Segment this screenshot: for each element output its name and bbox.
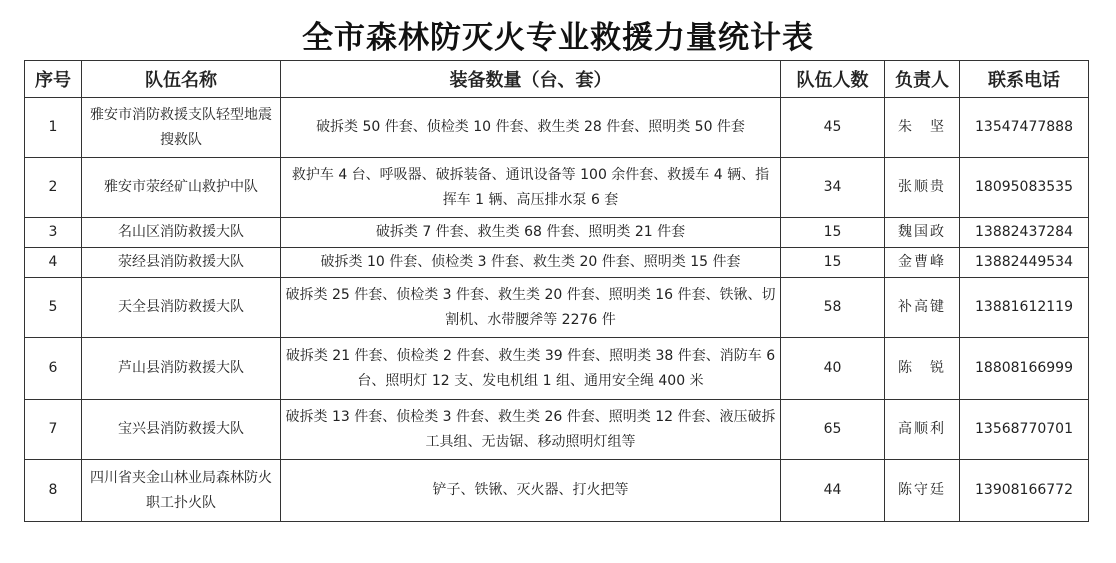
cell-seq: 6 bbox=[25, 338, 82, 400]
header-leader: 负责人 bbox=[885, 61, 960, 98]
cell-team-size: 40 bbox=[781, 338, 885, 400]
cell-phone: 13908166772 bbox=[960, 460, 1089, 522]
table-header-row bbox=[25, 61, 1089, 98]
cell-phone: 13547477888 bbox=[960, 98, 1089, 158]
cell-leader: 陈 锐 bbox=[885, 338, 960, 400]
cell-leader: 魏国政 bbox=[885, 218, 960, 248]
cell-team-size: 15 bbox=[781, 248, 885, 278]
table-row bbox=[25, 278, 1089, 338]
cell-seq: 7 bbox=[25, 400, 82, 460]
table-row bbox=[25, 218, 1089, 248]
cell-phone: 18808166999 bbox=[960, 338, 1089, 400]
cell-seq: 5 bbox=[25, 278, 82, 338]
cell-equipment: 破拆类 21 件套、侦检类 2 件套、救生类 39 件套、照明类 38 件套、消防车 6 台、照明灯 12 支、发电机组 1 组、通用安全绳 400 米 bbox=[281, 338, 781, 400]
header-team-name: 队伍名称 bbox=[82, 61, 281, 98]
cell-equipment: 救护车 4 台、呼吸器、破拆装备、通讯设备等 100 余件套、救援车 4 辆、指挥车 1 辆、高压排水泵 6 套 bbox=[281, 158, 781, 218]
table-row bbox=[25, 248, 1089, 278]
cell-phone: 13568770701 bbox=[960, 400, 1089, 460]
cell-phone: 13882437284 bbox=[960, 218, 1089, 248]
cell-team-size: 15 bbox=[781, 218, 885, 248]
cell-team-size: 65 bbox=[781, 400, 885, 460]
cell-team-name: 天全县消防救援大队 bbox=[82, 278, 281, 338]
header-team-size: 队伍人数 bbox=[781, 61, 885, 98]
cell-phone: 13881612119 bbox=[960, 278, 1089, 338]
cell-leader: 朱 坚 bbox=[885, 98, 960, 158]
cell-leader: 高顺利 bbox=[885, 400, 960, 460]
table-row bbox=[25, 158, 1089, 218]
cell-seq: 4 bbox=[25, 248, 82, 278]
cell-team-size: 44 bbox=[781, 460, 885, 522]
cell-leader: 金曹峰 bbox=[885, 248, 960, 278]
cell-team-name: 宝兴县消防救援大队 bbox=[82, 400, 281, 460]
table-row bbox=[25, 400, 1089, 460]
cell-equipment: 破拆类 7 件套、救生类 68 件套、照明类 21 件套 bbox=[281, 218, 781, 248]
cell-team-name: 四川省夹金山林业局森林防火职工扑火队 bbox=[82, 460, 281, 522]
cell-team-size: 34 bbox=[781, 158, 885, 218]
header-equipment: 装备数量（台、套） bbox=[281, 61, 781, 98]
cell-team-size: 58 bbox=[781, 278, 885, 338]
table-row bbox=[25, 460, 1089, 522]
cell-team-name: 芦山县消防救援大队 bbox=[82, 338, 281, 400]
cell-equipment: 破拆类 13 件套、侦检类 3 件套、救生类 26 件套、照明类 12 件套、液压破拆工具组、无齿锯、移动照明灯组等 bbox=[281, 400, 781, 460]
cell-equipment: 铲子、铁锹、灭火器、打火把等 bbox=[281, 460, 781, 522]
cell-leader: 陈守廷 bbox=[885, 460, 960, 522]
cell-team-name: 名山区消防救援大队 bbox=[82, 218, 281, 248]
cell-equipment: 破拆类 50 件套、侦检类 10 件套、救生类 28 件套、照明类 50 件套 bbox=[281, 98, 781, 158]
cell-phone: 13882449534 bbox=[960, 248, 1089, 278]
document-title: 全市森林防灭火专业救援力量统计表 bbox=[302, 20, 814, 56]
cell-seq: 3 bbox=[25, 218, 82, 248]
cell-leader: 补高键 bbox=[885, 278, 960, 338]
cell-seq: 1 bbox=[25, 98, 82, 158]
cell-phone: 18095083535 bbox=[960, 158, 1089, 218]
statistics-table bbox=[24, 60, 1089, 522]
cell-team-name: 雅安市消防救援支队轻型地震搜救队 bbox=[82, 98, 281, 158]
cell-equipment: 破拆类 25 件套、侦检类 3 件套、救生类 20 件套、照明类 16 件套、铁锹、切割机、水带腰斧等 2276 件 bbox=[281, 278, 781, 338]
header-seq: 序号 bbox=[25, 61, 82, 98]
table-row bbox=[25, 338, 1089, 400]
cell-leader: 张顺贵 bbox=[885, 158, 960, 218]
cell-equipment: 破拆类 10 件套、侦检类 3 件套、救生类 20 件套、照明类 15 件套 bbox=[281, 248, 781, 278]
cell-team-name: 雅安市荥经矿山救护中队 bbox=[82, 158, 281, 218]
cell-seq: 8 bbox=[25, 460, 82, 522]
header-phone: 联系电话 bbox=[960, 61, 1089, 98]
cell-team-size: 45 bbox=[781, 98, 885, 158]
table-row bbox=[25, 98, 1089, 158]
cell-seq: 2 bbox=[25, 158, 82, 218]
cell-team-name: 荥经县消防救援大队 bbox=[82, 248, 281, 278]
